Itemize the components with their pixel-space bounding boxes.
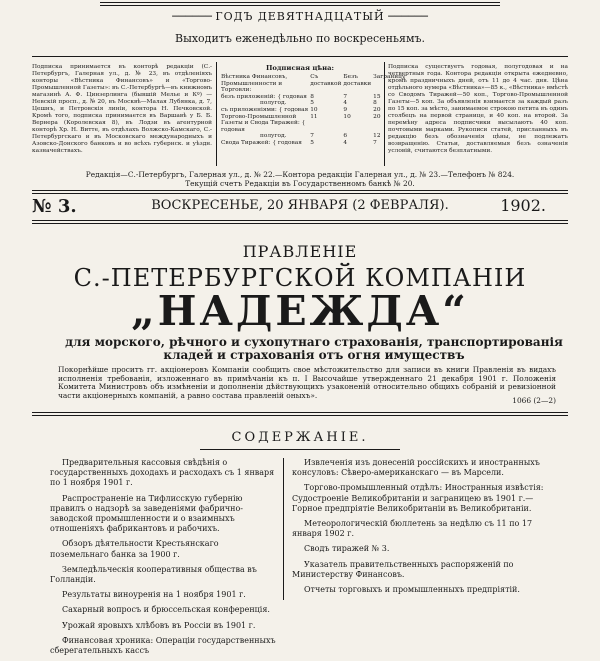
price-title: Подписная цѣна: (265, 64, 335, 72)
table-row: Торгово-Промышленной Газеты и Свода Тиражей: { годовая 11 10 20 (221, 113, 381, 133)
list-item: Урожай яровыхъ хлѣбовъ въ Россіи въ 1901 г. (62, 620, 256, 630)
list-item: Распространеніе на Тифлисскую губернію правилъ о надзорѣ за заведеніями фабрично-заводской промышленности и о взаимныхъ отношеніяхъ фабрикантовъ и рабочихъ. (50, 493, 244, 534)
issue-bottom-rule (32, 220, 568, 224)
contacts-line-2: Текущій счетъ Редакціи въ Государственномъ банкѣ № 20. (185, 179, 415, 188)
list-item: Финансовая хроника: Операціи государственныхъ сберегательныхъ кассъ (50, 635, 276, 656)
frequency-line: Выходитъ еженедѣльно по воскресеньямъ. (175, 32, 425, 45)
issue-year: 1902. (500, 196, 546, 215)
toc-left-column (50, 458, 276, 661)
subscription-right-text: Подписка существуетъ годовая, полугодовая и на четвертныя года. Контора редакціи открыта ежедневно, кромѣ праздничныхъ дней, отъ 11 до 4 час. дня. Цѣна отдѣльного нумера «Вѣстника»—85 к., «Вѣстника» вмѣстѣ со Сводомъ Тиражей—50 коп., Торгово-Промышленной Газеты—5 коп. За объявленія взимается за каждый разъ по 15 коп. за мѣсто, занимаемое строкою петита въ одинъ столбецъ на первой странице, и 40 коп. на второй. За перемѣну адреса подписчики высылаютъ 40 коп. почтовыми марками. Рукописи статей, присланныхъ въ редакцію безъ обозначенія цѣны, не подлежатъ возвращенію. Статьи, доставляемыя безъ означенія условій, считаются безплатными. (388, 64, 568, 154)
col-divider (216, 62, 217, 166)
list-item: Указатель правительственныхъ распоряженій по Министерству Финансовъ. (292, 559, 514, 579)
announcement-company-name: „НАДЕЖДА“ (131, 287, 469, 335)
announcement-line-1: ПРАВЛЕНІЕ (242, 242, 358, 261)
year-line: ────── ГОДЪ ДЕВЯТНАДЦАТЫЙ ────── (172, 10, 428, 23)
announcement-code: 1066 (2—2) (512, 396, 556, 405)
announcement-line-2: С.-ПЕТЕРБУРГСКОЙ КОМПАНІИ (73, 264, 527, 292)
issue-number: № 3. (32, 196, 77, 217)
list-item: Торгово-промышленный отдѣлъ: Иностранныя извѣстія: Судостроеніе Великобританіи и заграницею въ 1901 г.—Горное предпріятіе Великобританіи въ Великобританіи. (292, 483, 544, 513)
col-divider (384, 62, 385, 166)
list-item: Сахарный вопросъ и брюссельская конференція. (62, 605, 270, 615)
subscription-left-text: Подписка принимается въ конторѣ редакціи (С.-Петербургъ, Галерная ул., д. № 23, въ отдѣленіяхъ конторы «Вѣстника Финансовъ» и «Торгово-Промышленной Газеты»: въ С.-Петербургѣ—въ книжномъ магазинѣ А. Ф. Цинзерлинга (бывшій Мелье и Кº) — Невскій просп., д. № 20, въ Москвѣ—Малая Лубянка, д. 7, Цешнъ, и Петровскія линіи, контора Н. Печковской. Кромѣ того, подписка принимается въ Варшавѣ у Б. Б. Вернера (Королевская 8), въ Лодзи въ агентурной конторѣ Хр. Н. Витте, въ отдѣлахъ Волжско-Камскаго, С.-Петербургскаго и въ Московскаго международныхъ и Азовско-Донского банковъ и во всѣхъ губернск. и уѣздн. казначействахъ. (32, 64, 212, 154)
table-row: безъ приложеній: { годовая 8 7 15 (221, 93, 381, 100)
price-header-row: Вѣстника Финансовъ, Промышленности и Торговли: Съ доставкой Безъ доставки Заграницу (221, 74, 406, 94)
list-item: Земледѣльческія кооперативныя общества въ Голландіи. (50, 564, 257, 585)
masthead-top-rule (100, 2, 500, 6)
table-row: съ приложеніями: { годовая 10 9 20 (221, 106, 381, 113)
list-item: Метеорологическій бюллетень за недѣлю съ 11 по 17 января 1902 г. (292, 519, 533, 539)
table-row: полугод. 7 6 12 (260, 133, 381, 140)
list-item: Извлеченія изъ донесеній россійскихъ и иностранныхъ консуловъ: Сѣверо-американскаго — въ Марсели. (292, 458, 540, 478)
table-row: полугод. 5 4 8 (260, 100, 377, 107)
toc-right-column (292, 458, 558, 600)
announcement-bottom-rule (32, 412, 568, 416)
list-item: Сводъ тиражей № 3. (304, 544, 390, 554)
table-row: Свода Тиражей: { годовая 5 4 7 (221, 139, 377, 146)
list-item: Обзоръ дѣятельности Крестьянскаго поземельнаго банка за 1900 г. (50, 539, 219, 559)
announcement-subtitle: для морского, рѣчного и сухопутнаго страхованія, транспортированія кладей и страхованія отъ огня имуществъ (65, 335, 563, 362)
list-item: Предварительныя кассовыя свѣдѣнія о государственныхъ доходахъ и расходахъ съ 1 января по 1 ноября 1901 г. (50, 458, 275, 488)
issue-date: ВОСКРЕСЕНЬЕ, 20 ЯНВАРЯ (2 ФЕВРАЛЯ). (151, 198, 449, 213)
price-table (220, 74, 406, 147)
list-item: Результаты виноуренія на 1 ноября 1901 г. (62, 590, 246, 600)
list-item: Отчеты торговыхъ и промышленныхъ предпріятій. (304, 585, 520, 595)
toc-heading: СОДЕРЖАНІЕ. (231, 430, 369, 445)
issue-top-rule (32, 190, 568, 194)
contacts-line-1: Редакція—С.-Петербургъ, Галерная ул., д. № 22.—Контора редакціи Галерная ул., д. № 23.—Телефонъ № 824. (85, 170, 515, 179)
announcement-text: Покорнѣйше проситъ гг. акціонеровъ Компаніи сообщить свое мѣстожительство для записи въ книги Правленія въ видахъ исполненія требованія, изложеннаго въ примѣчаніи къ п. I Высочайше утвержденнаго 21 декабря 1901 г. Положенія Комитета Министровъ объ измѣненіи и дополненіи дѣйствующихъ узаконеній относительно общихъ собраній и ревизіонной части акціонерныхъ компаній, а равно состава правленій оныхъ». (58, 365, 556, 400)
price-table-block (220, 64, 406, 147)
toc-heading-rule (200, 449, 400, 450)
toc-divider (283, 458, 284, 600)
subscription-top-rule (32, 56, 568, 57)
